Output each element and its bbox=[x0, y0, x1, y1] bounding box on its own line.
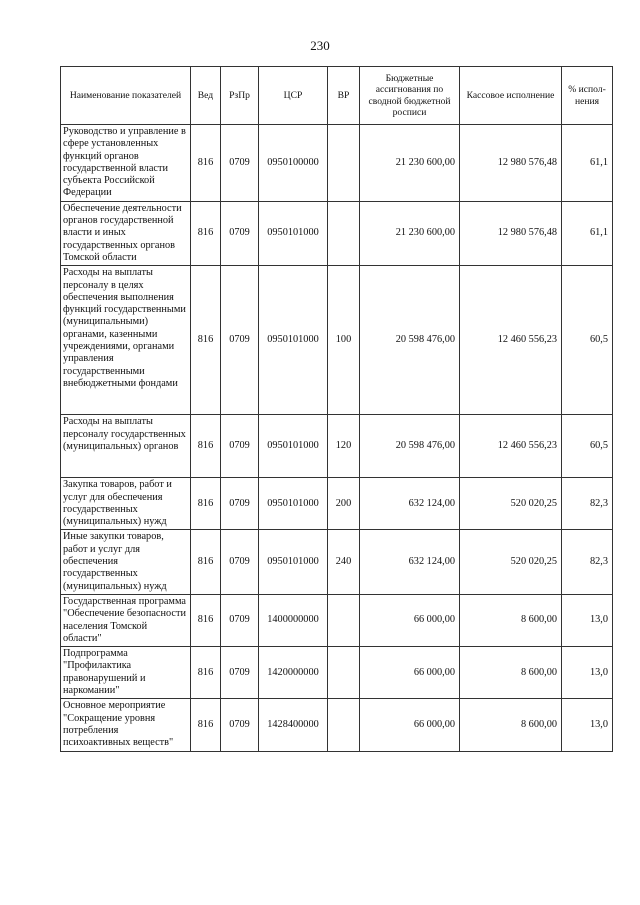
row-rzpr: 0709 bbox=[221, 530, 259, 594]
row-cash: 520 020,25 bbox=[460, 478, 562, 530]
table-row bbox=[61, 530, 613, 594]
row-csr: 0950100000 bbox=[259, 125, 328, 202]
table-row bbox=[61, 594, 613, 646]
row-rzpr: 0709 bbox=[221, 415, 259, 478]
row-ved: 816 bbox=[191, 594, 221, 646]
row-ved: 816 bbox=[191, 415, 221, 478]
row-percent: 13,0 bbox=[562, 699, 613, 751]
table-row bbox=[61, 699, 613, 751]
row-rzpr: 0709 bbox=[221, 594, 259, 646]
budget-execution-table bbox=[60, 66, 613, 752]
row-percent: 13,0 bbox=[562, 594, 613, 646]
row-vr bbox=[328, 201, 360, 265]
header-budget: Бюджетные ассигнования по сводной бюджетной росписи bbox=[360, 67, 460, 125]
table-row bbox=[61, 478, 613, 530]
row-percent: 61,1 bbox=[562, 201, 613, 265]
row-csr: 0950101000 bbox=[259, 478, 328, 530]
row-ved: 816 bbox=[191, 530, 221, 594]
row-csr: 1400000000 bbox=[259, 594, 328, 646]
row-budget: 632 124,00 bbox=[360, 478, 460, 530]
row-vr bbox=[328, 594, 360, 646]
row-name: Основное мероприятие "Сокращение уровня потребления психоактивных веществ" bbox=[61, 699, 191, 751]
row-vr: 100 bbox=[328, 266, 360, 415]
row-vr bbox=[328, 125, 360, 202]
row-budget: 632 124,00 bbox=[360, 530, 460, 594]
row-vr: 120 bbox=[328, 415, 360, 478]
page-number: 230 bbox=[310, 38, 330, 53]
table-row bbox=[61, 266, 613, 415]
row-percent: 60,5 bbox=[562, 266, 613, 415]
row-budget: 20 598 476,00 bbox=[360, 266, 460, 415]
row-rzpr: 0709 bbox=[221, 699, 259, 751]
row-cash: 8 600,00 bbox=[460, 699, 562, 751]
row-name: Руководство и управление в сфере установленных функций органов государственной власти субъекта Российской Федерации bbox=[61, 125, 191, 202]
row-percent: 61,1 bbox=[562, 125, 613, 202]
header-rzpr: РзПр bbox=[221, 67, 259, 125]
row-cash: 12 980 576,48 bbox=[460, 125, 562, 202]
row-name: Обеспечение деятельности органов государственной власти и иных государственных органов Томской области bbox=[61, 201, 191, 265]
row-rzpr: 0709 bbox=[221, 125, 259, 202]
row-cash: 12 980 576,48 bbox=[460, 201, 562, 265]
row-ved: 816 bbox=[191, 699, 221, 751]
row-cash: 8 600,00 bbox=[460, 594, 562, 646]
row-percent: 82,3 bbox=[562, 530, 613, 594]
row-ved: 816 bbox=[191, 125, 221, 202]
row-name: Расходы на выплаты персоналу государственных (муниципальных) органов bbox=[61, 415, 191, 478]
header-vr: ВР bbox=[328, 67, 360, 125]
row-budget: 20 598 476,00 bbox=[360, 415, 460, 478]
row-percent: 13,0 bbox=[562, 647, 613, 699]
row-cash: 520 020,25 bbox=[460, 530, 562, 594]
table-header-row bbox=[61, 67, 613, 125]
table-row bbox=[61, 415, 613, 478]
table-row bbox=[61, 647, 613, 699]
table-row bbox=[61, 125, 613, 202]
row-csr: 0950101000 bbox=[259, 266, 328, 415]
row-vr: 240 bbox=[328, 530, 360, 594]
row-rzpr: 0709 bbox=[221, 647, 259, 699]
row-name: Расходы на выплаты персоналу в целях обеспечения выполнения функций государственными (муниципальными) органами, казенными учреждениями, органами управления государственными внебюджетными фондами bbox=[61, 266, 191, 415]
row-budget: 66 000,00 bbox=[360, 647, 460, 699]
row-budget: 21 230 600,00 bbox=[360, 201, 460, 265]
row-budget: 66 000,00 bbox=[360, 594, 460, 646]
header-name: Наименование показателей bbox=[61, 67, 191, 125]
row-csr: 0950101000 bbox=[259, 201, 328, 265]
table-row bbox=[61, 201, 613, 265]
header-csr: ЦСР bbox=[259, 67, 328, 125]
row-cash: 12 460 556,23 bbox=[460, 266, 562, 415]
row-percent: 60,5 bbox=[562, 415, 613, 478]
row-rzpr: 0709 bbox=[221, 266, 259, 415]
row-name: Закупка товаров, работ и услуг для обеспечения государственных (муниципальных) нужд bbox=[61, 478, 191, 530]
row-budget: 66 000,00 bbox=[360, 699, 460, 751]
row-rzpr: 0709 bbox=[221, 201, 259, 265]
row-csr: 0950101000 bbox=[259, 415, 328, 478]
header-percent: % испол-нения bbox=[562, 67, 613, 125]
row-vr: 200 bbox=[328, 478, 360, 530]
row-name: Иные закупки товаров, работ и услуг для обеспечения государственных (муниципальных) нужд bbox=[61, 530, 191, 594]
row-name: Подпрограмма "Профилактика правонарушений и наркомании" bbox=[61, 647, 191, 699]
row-ved: 816 bbox=[191, 266, 221, 415]
row-rzpr: 0709 bbox=[221, 478, 259, 530]
header-ved: Вед bbox=[191, 67, 221, 125]
row-name: Государственная программа "Обеспечение безопасности населения Томской области" bbox=[61, 594, 191, 646]
row-csr: 1428400000 bbox=[259, 699, 328, 751]
row-cash: 12 460 556,23 bbox=[460, 415, 562, 478]
row-ved: 816 bbox=[191, 201, 221, 265]
row-ved: 816 bbox=[191, 478, 221, 530]
row-vr bbox=[328, 699, 360, 751]
row-cash: 8 600,00 bbox=[460, 647, 562, 699]
header-cash: Кассовое исполнение bbox=[460, 67, 562, 125]
row-vr bbox=[328, 647, 360, 699]
row-percent: 82,3 bbox=[562, 478, 613, 530]
row-ved: 816 bbox=[191, 647, 221, 699]
row-budget: 21 230 600,00 bbox=[360, 125, 460, 202]
row-csr: 1420000000 bbox=[259, 647, 328, 699]
row-csr: 0950101000 bbox=[259, 530, 328, 594]
